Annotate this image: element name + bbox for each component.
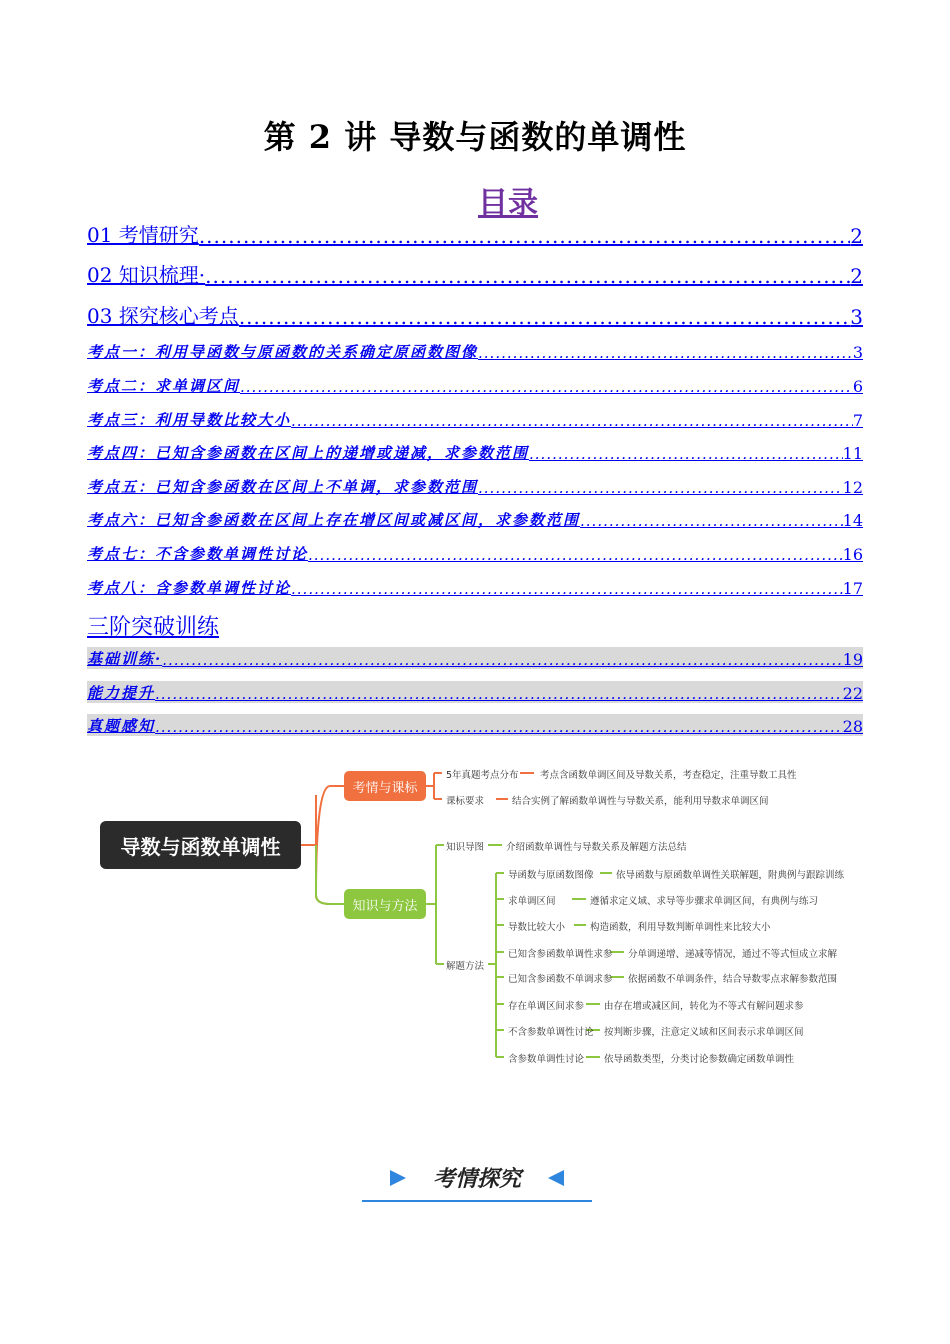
- leaf-key: 已知含参函数不单调求参: [508, 974, 613, 985]
- section-banner-title: 考情探究: [432, 1167, 521, 1192]
- leaf-key: 5年真题考点分布: [446, 770, 519, 781]
- leaf-key: 含参数单调性讨论: [508, 1054, 585, 1065]
- leaf-key: 导函数与原函数图像: [508, 870, 594, 881]
- mind-map: [100, 755, 860, 1075]
- leaf-value: 遵循求定义域、求导等步骤求单调区间，有典例与练习: [590, 896, 819, 907]
- leaf-key: 导数比较大小: [508, 922, 566, 933]
- green-connector: [316, 845, 344, 904]
- leaf-key: 解题方法: [446, 961, 485, 972]
- page-title: 第 2 讲 导数与函数的单调性: [263, 118, 687, 156]
- leaf-value: 分单调递增、递减等情况，通过不等式恒成立求解: [628, 949, 838, 960]
- root-connector: [301, 786, 344, 904]
- leaf-key: 存在单调区间求参: [508, 1001, 585, 1012]
- toc-item-basic-training[interactable]: 基础训练· ..... 19: [87, 647, 863, 669]
- toc-item-research[interactable]: 01 考情研究 ..... 2: [87, 220, 863, 248]
- toc-item-core[interactable]: 03 探究核心考点 ..... 3: [87, 301, 863, 329]
- leaf-value: 按判断步骤，注意定义域和区间表示求单调区间: [604, 1027, 804, 1038]
- toc-item-point-2[interactable]: 考点二：求单调区间 ..... 6: [87, 374, 863, 396]
- leaf-value: 构造函数，利用导数判断单调性来比较大小: [590, 922, 771, 933]
- branch-exam-standards: 考情与课标: [344, 771, 426, 801]
- mind-map-root: 导数与函数单调性: [100, 821, 301, 869]
- arrow-left-icon: [548, 1170, 564, 1186]
- toc-item-training[interactable]: 三阶突破训练: [87, 615, 220, 640]
- toc-heading: 目录: [478, 186, 538, 221]
- toc-item-point-7[interactable]: 考点七：不含参数单调性讨论 ..... 16: [87, 542, 863, 564]
- leaf-key: 求单调区间: [508, 896, 556, 907]
- leaf-value: 考点含函数单调区间及导数关系，考查稳定，注重导数工具性: [540, 770, 797, 781]
- leaf-value: 依据函数不单调条件，结合导数零点求解参数范围: [628, 974, 838, 985]
- toc-item-ability[interactable]: 能力提升 ..... 22: [87, 681, 863, 703]
- leaf-key: 课标要求: [446, 796, 485, 807]
- toc-item-knowledge[interactable]: 02 知识梳理· ..... 2: [87, 260, 863, 288]
- toc-item-point-3[interactable]: 考点三：利用导数比较大小 ..... 7: [87, 408, 863, 430]
- toc-item-real-exam[interactable]: 真题感知 ..... 28: [87, 714, 863, 736]
- banner-underline: [362, 1200, 592, 1202]
- toc-item-point-5[interactable]: 考点五：已知含参函数在区间上不单调，求参数范围 ..... 12: [87, 475, 863, 497]
- toc-item-point-4[interactable]: 考点四：已知含参函数在区间上的递增或递减，求参数范围 ..... 11: [87, 441, 863, 463]
- leaf-key: 不含参数单调性讨论: [508, 1027, 594, 1038]
- toc-item-point-1[interactable]: 考点一：利用导函数与原函数的关系确定原函数图像 ..... 3: [87, 340, 863, 362]
- section-banner: [362, 1160, 592, 1202]
- toc-item-point-6[interactable]: 考点六：已知含参函数在区间上存在增区间或减区间，求参数范围 ..... 14: [87, 508, 863, 530]
- leaf-value: 依导函数与原函数单调性关联解题，附典例与跟踪训练: [616, 870, 845, 881]
- toc-item-point-8[interactable]: 考点八：含参数单调性讨论 ..... 17: [87, 576, 863, 598]
- leaf-value: 由存在增或减区间，转化为不等式有解问题求参: [604, 1001, 804, 1012]
- leaf-value: 依导函数类型，分类讨论参数确定函数单调性: [604, 1054, 795, 1065]
- leaf-value: 介绍函数单调性与导数关系及解题方法总结: [506, 842, 687, 853]
- branch-knowledge-methods: 知识与方法: [344, 889, 426, 919]
- leaf-key: 已知含参函数单调性求参: [508, 949, 613, 960]
- leaf-value: 结合实例了解函数单调性与导数关系，能利用导数求单调区间: [512, 796, 769, 807]
- leaf-key: 知识导图: [446, 842, 485, 853]
